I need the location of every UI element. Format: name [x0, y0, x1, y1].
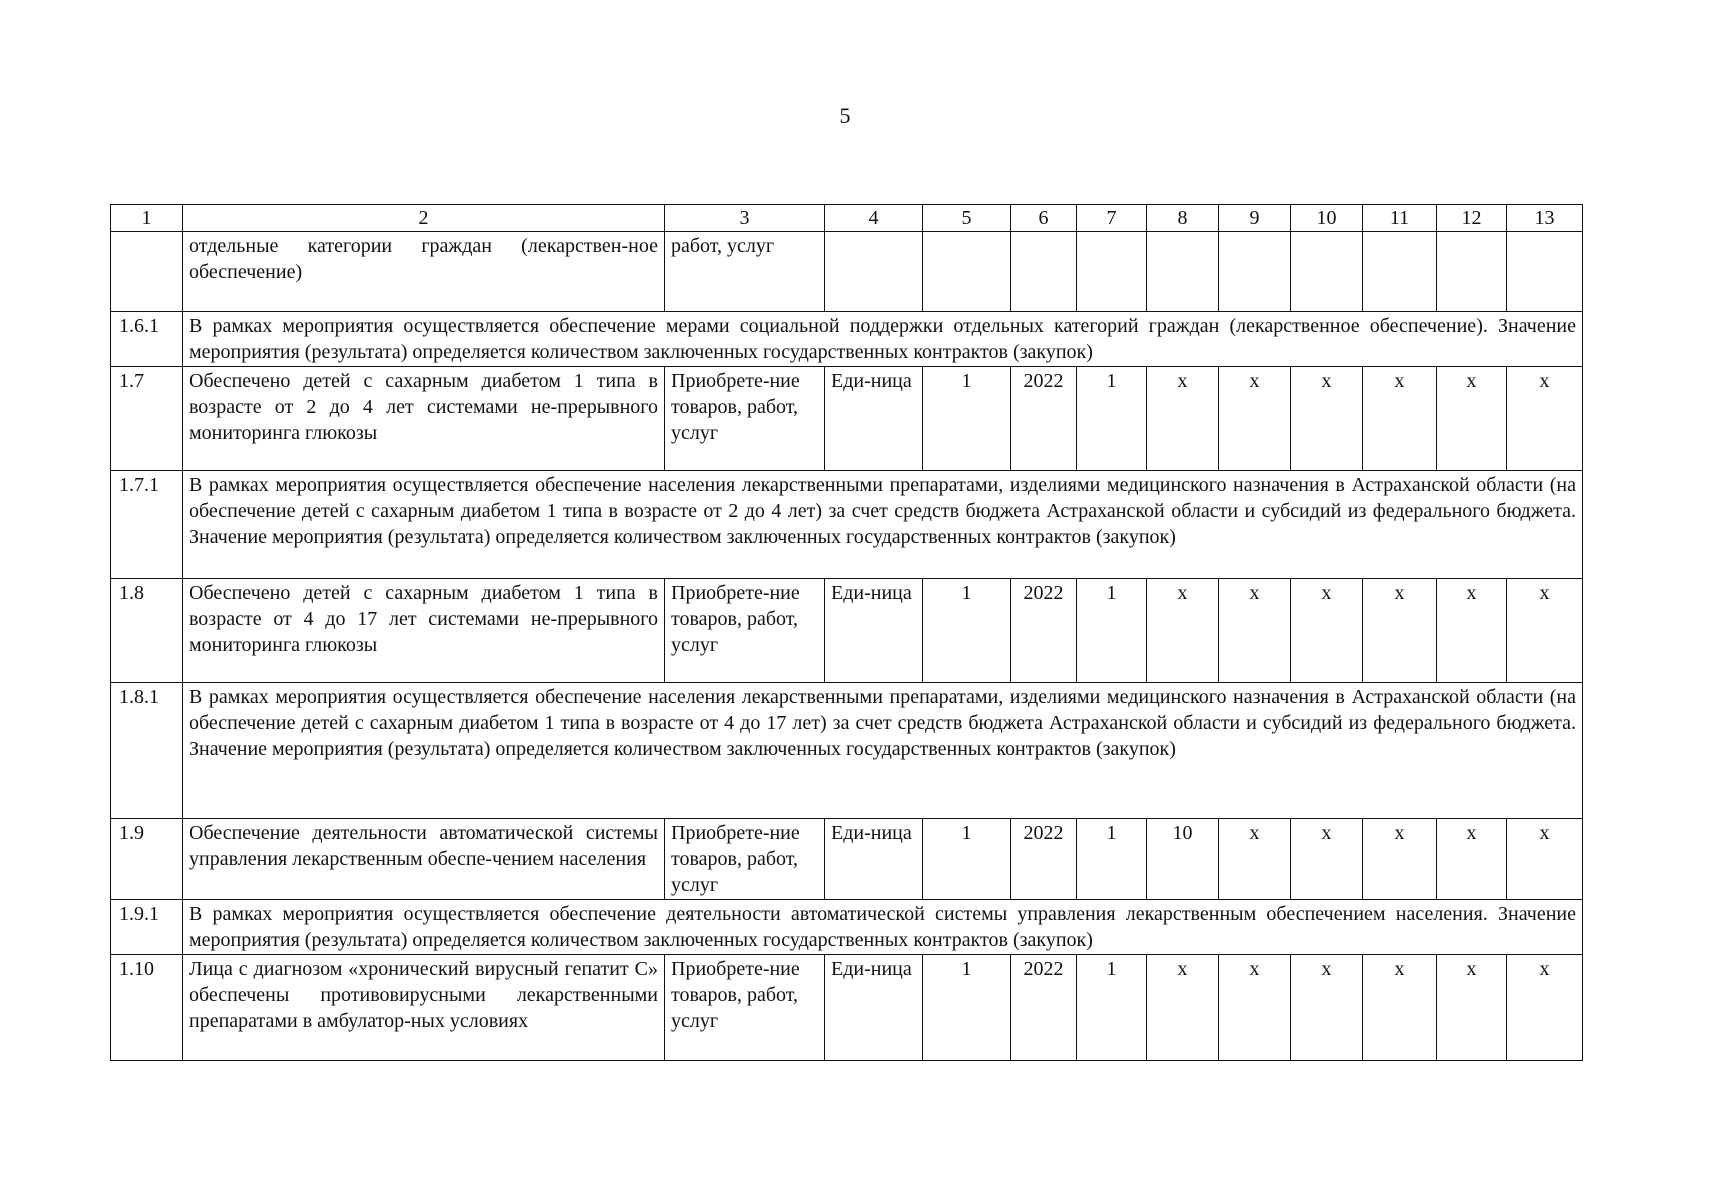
cell-value-13: х: [1507, 579, 1583, 683]
cell-value-8: х: [1147, 579, 1219, 683]
cell-value-7: 1: [1077, 819, 1147, 900]
cell-row-number: 1.8: [111, 579, 183, 683]
table-row: [111, 955, 1583, 1061]
table-row: [111, 819, 1583, 900]
cell-measure-name: Обеспечено детей с сахарным диабетом 1 типа в возрасте от 4 до 17 лет системами не-прерывного мониторинга глюкозы: [183, 579, 665, 683]
cell-measure-type: Приобрете-ние товаров, работ, услуг: [665, 367, 825, 471]
cell-value-10: [1291, 232, 1363, 312]
cell-measure-name: Лица с диагнозом «хронический вирусный гепатит С» обеспечены противовирусными лекарственными препаратами в амбулатор-ных условиях: [183, 955, 665, 1061]
cell-value-7: 1: [1077, 367, 1147, 471]
cell-base-value: 1: [923, 819, 1011, 900]
cell-unit: Еди-ница: [825, 579, 923, 683]
table-row: [111, 232, 1583, 312]
table-row: [111, 579, 1583, 683]
cell-year: 2022: [1011, 367, 1077, 471]
cell-value-9: х: [1219, 579, 1291, 683]
column-header-13: 13: [1507, 205, 1583, 232]
cell-value-8: 10: [1147, 819, 1219, 900]
cell-measure-name: Обеспечено детей с сахарным диабетом 1 типа в возрасте от 2 до 4 лет системами не-прерывного мониторинга глюкозы: [183, 367, 665, 471]
cell-base-value: [923, 232, 1011, 312]
cell-measure-type: работ, услуг: [665, 232, 825, 312]
column-header-1: 1: [111, 205, 183, 232]
cell-value-10: х: [1291, 367, 1363, 471]
note-text: В рамках мероприятия осуществляется обеспечение населения лекарственными препаратами, изделиями медицинского назначения в Астраханской области (на обеспечение детей с сахарным диабетом 1 типа в возрасте от 2 до 4 лет) за счет средств бюджета Астраханской области и субсидий из федерального бюджета. Значение мероприятия (результата) определяется количеством заключенных государственных контрактов (закупок): [183, 471, 1583, 579]
cell-row-number: 1.7: [111, 367, 183, 471]
cell-value-7: 1: [1077, 955, 1147, 1061]
cell-value-11: х: [1363, 367, 1437, 471]
cell-value-13: [1507, 232, 1583, 312]
cell-base-value: 1: [923, 955, 1011, 1061]
cell-measure-name: Обеспечение деятельности автоматической системы управления лекарственным обеспе-чением населения: [183, 819, 665, 900]
column-header-10: 10: [1291, 205, 1363, 232]
cell-year: 2022: [1011, 955, 1077, 1061]
cell-unit: Еди-ница: [825, 367, 923, 471]
cell-base-value: 1: [923, 367, 1011, 471]
column-header-12: 12: [1437, 205, 1507, 232]
cell-value-8: х: [1147, 367, 1219, 471]
measures-table: [110, 204, 1583, 1061]
cell-value-11: х: [1363, 955, 1437, 1061]
cell-measure-type: Приобрете-ние товаров, работ, услуг: [665, 819, 825, 900]
cell-measure-name: отдельные категории граждан (лекарствен-ное обеспечение): [183, 232, 665, 312]
note-text: В рамках мероприятия осуществляется обеспечение мерами социальной поддержки отдельных категорий граждан (лекарственное обеспечение). Значение мероприятия (результата) определяется количеством заключенных государственных контрактов (закупок): [183, 312, 1583, 367]
cell-value-11: х: [1363, 819, 1437, 900]
cell-unit: Еди-ница: [825, 955, 923, 1061]
cell-value-13: х: [1507, 955, 1583, 1061]
cell-value-13: х: [1507, 367, 1583, 471]
cell-value-11: х: [1363, 579, 1437, 683]
cell-unit: Еди-ница: [825, 819, 923, 900]
table-header-row: [111, 205, 1583, 232]
cell-value-12: х: [1437, 819, 1507, 900]
note-row: [111, 900, 1583, 955]
cell-value-12: х: [1437, 955, 1507, 1061]
cell-base-value: 1: [923, 579, 1011, 683]
note-number: 1.9.1: [111, 900, 183, 955]
cell-value-8: [1147, 232, 1219, 312]
cell-value-9: х: [1219, 955, 1291, 1061]
cell-year: 2022: [1011, 579, 1077, 683]
note-row: [111, 312, 1583, 367]
column-header-2: 2: [183, 205, 665, 232]
cell-value-10: х: [1291, 819, 1363, 900]
table-body: [111, 205, 1583, 1061]
note-number: 1.7.1: [111, 471, 183, 579]
page-number: 5: [839, 103, 851, 128]
note-text: В рамках мероприятия осуществляется обеспечение населения лекарственными препаратами, изделиями медицинского назначения в Астраханской области (на обеспечение детей с сахарным диабетом 1 типа в возрасте от 4 до 17 лет) за счет средств бюджета Астраханской области и субсидий из федерального бюджета. Значение мероприятия (результата) определяется количеством заключенных государственных контрактов (закупок): [183, 683, 1583, 819]
cell-value-11: [1363, 232, 1437, 312]
column-header-4: 4: [825, 205, 923, 232]
cell-value-12: х: [1437, 579, 1507, 683]
cell-year: [1011, 232, 1077, 312]
cell-value-9: х: [1219, 819, 1291, 900]
cell-year: 2022: [1011, 819, 1077, 900]
cell-value-9: [1219, 232, 1291, 312]
table-row: [111, 367, 1583, 471]
cell-row-number: 1.10: [111, 955, 183, 1061]
note-number: 1.6.1: [111, 312, 183, 367]
cell-value-13: х: [1507, 819, 1583, 900]
column-header-7: 7: [1077, 205, 1147, 232]
note-row: [111, 683, 1583, 819]
cell-value-12: х: [1437, 367, 1507, 471]
cell-measure-type: Приобрете-ние товаров, работ, услуг: [665, 955, 825, 1061]
note-number: 1.8.1: [111, 683, 183, 819]
cell-value-10: х: [1291, 955, 1363, 1061]
cell-unit: [825, 232, 923, 312]
cell-row-number: 1.9: [111, 819, 183, 900]
cell-measure-type: Приобрете-ние товаров, работ, услуг: [665, 579, 825, 683]
column-header-8: 8: [1147, 205, 1219, 232]
column-header-11: 11: [1363, 205, 1437, 232]
column-header-5: 5: [923, 205, 1011, 232]
column-header-6: 6: [1011, 205, 1077, 232]
cell-value-12: [1437, 232, 1507, 312]
cell-row-number: [111, 232, 183, 312]
column-header-9: 9: [1219, 205, 1291, 232]
cell-value-9: х: [1219, 367, 1291, 471]
cell-value-10: х: [1291, 579, 1363, 683]
column-header-3: 3: [665, 205, 825, 232]
cell-value-7: [1077, 232, 1147, 312]
note-row: [111, 471, 1583, 579]
note-text: В рамках мероприятия осуществляется обеспечение деятельности автоматической системы управления лекарственным обеспечением населения. Значение мероприятия (результата) определяется количеством заключенных государственных контрактов (закупок): [183, 900, 1583, 955]
cell-value-7: 1: [1077, 579, 1147, 683]
cell-value-8: х: [1147, 955, 1219, 1061]
